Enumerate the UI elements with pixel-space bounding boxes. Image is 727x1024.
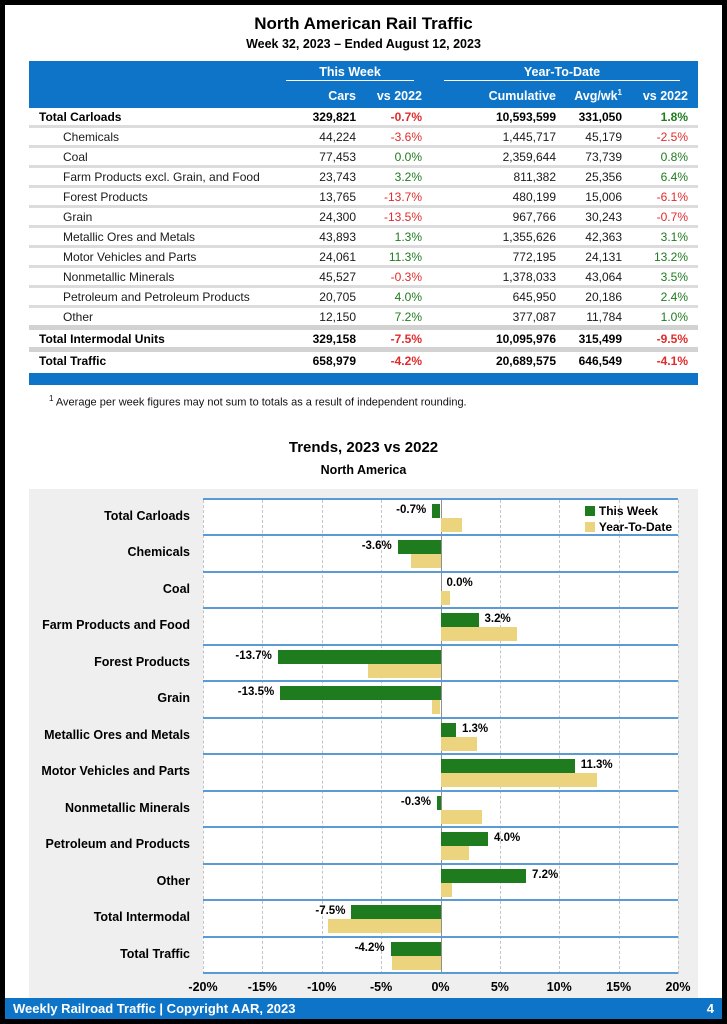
chart-band [203,938,678,975]
ytd-vs2022-value: 13.2% [653,250,688,265]
cars-value: 12,150 [319,310,356,325]
avg-per-week-value: 331,050 [578,110,622,125]
traffic-table [29,61,698,369]
category-label: Chemicals [127,545,190,559]
ytd-vs2022-value: 3.5% [660,270,688,285]
table-row [29,108,698,125]
bar-value-label: 11.3% [580,759,613,772]
col-header-cumulative: Cumulative [488,88,556,103]
year-to-date-bar [441,810,483,824]
week-vs2022-value: 3.2% [394,170,422,185]
avgwk-footnote-marker: 1 [617,88,622,97]
week-vs2022-value: 4.0% [394,290,422,305]
week-vs2022-value: 11.3% [388,250,422,265]
x-axis-tick: -20% [188,980,218,995]
chart-legend [585,504,672,536]
year-to-date-bar [411,554,441,568]
ytd-vs2022-value: 3.1% [660,230,688,245]
ytd-underline [444,80,680,81]
chart-band [203,609,678,646]
footnote: $^1$ Average per week figures may not sum to totals as a result of independent rounding. [49,394,467,409]
ytd-swatch [585,522,595,532]
cumulative-value: 10,593,599 [495,110,556,125]
category-label: Total Intermodal [93,910,190,924]
row-label: Metallic Ores and Metals [63,230,196,245]
legend-item-this-week: This Week [585,504,672,518]
avg-per-week-value: 73,739 [585,150,622,165]
gridline [678,500,679,975]
cars-value: 20,705 [319,290,356,305]
year-to-date-bar [441,773,598,787]
year-to-date-bar [441,518,462,532]
cumulative-value: 1,378,033 [502,270,556,285]
x-axis-tick: 5% [490,980,509,995]
table-row [29,330,698,347]
category-label: Coal [162,581,190,596]
year-to-date-bar [441,591,451,605]
year-to-date-bar [441,737,478,751]
table-row [29,352,698,369]
chart-subtitle: North America [320,462,407,477]
chart-band [203,865,678,902]
week-vs2022-value: -13.5% [383,210,422,225]
this-week-bar [441,759,575,773]
cars-value: 329,158 [312,332,356,347]
group-header-this-week: This Week [278,65,422,86]
row-label: Chemicals [63,130,120,145]
table-row [29,288,698,305]
trends-chart [29,489,698,1005]
cumulative-value: 377,087 [512,310,556,325]
ytd-vs2022-value: 6.4% [660,170,688,185]
chart-category-labels [33,498,203,975]
row-label: Farm Products excl. Grain, and Food [63,170,260,185]
avg-per-week-value: 45,179 [585,130,622,145]
chart-band [203,901,678,938]
x-axis-tick: -5% [370,980,393,995]
page-subtitle: Week 32, 2023 – Ended August 12, 2023 [246,37,481,51]
cars-value: 43,893 [319,230,356,245]
chart-band [203,719,678,756]
table-row [29,208,698,225]
x-axis-tick: 10% [546,980,572,995]
category-label: Other [156,873,190,888]
chart-band [203,792,678,829]
row-label: Petroleum and Petroleum Products [63,290,250,305]
table-row [29,228,698,245]
table-body [29,108,698,369]
avg-per-week-value: 43,064 [585,270,622,285]
year-to-date-bar [441,846,470,860]
table-row [29,248,698,265]
category-label: Total Carloads [104,508,190,523]
cars-value: 24,061 [319,250,356,265]
row-label: Total Carloads [39,110,122,125]
col-header-wk-vs2022: vs 2022 [376,88,422,103]
cumulative-value: 20,689,575 [495,354,556,369]
bar-value-label: 7.2% [532,868,559,881]
x-axis-tick: 0% [431,980,450,995]
table-header [29,61,698,108]
cars-value: 13,765 [319,190,356,205]
col-header-avgwk: Avg/$wk^1$ [574,88,622,104]
cars-value: 24,300 [319,210,356,225]
this-week-bar [441,613,479,627]
ytd-vs2022-value: -6.1% [656,190,688,205]
avg-per-week-value: 646,549 [578,354,622,369]
year-to-date-bar [328,919,441,933]
this-week-bar [391,942,441,956]
cars-value: 329,821 [312,110,356,125]
this-week-bar [437,796,441,810]
table-row [29,308,698,325]
this-week-swatch [585,506,595,516]
chart-title: Trends, 2023 vs 2022 [288,438,439,456]
ytd-vs2022-value: -2.5% [656,130,688,145]
week-vs2022-value: -0.7% [390,110,422,125]
bar-value-label: -13.5% [237,686,275,699]
category-label: Motor Vehicles and Parts [41,764,190,778]
category-label: Petroleum and Products [45,837,190,851]
cumulative-value: 645,950 [512,290,556,305]
bar-value-label: 4.0% [494,832,521,845]
cumulative-value: 967,766 [512,210,556,225]
category-label: Nonmetallic Minerals [64,800,190,815]
year-to-date-bar [368,664,440,678]
avg-per-week-value: 42,363 [585,230,622,245]
cumulative-value: 10,095,976 [495,332,556,347]
table-row [29,148,698,165]
ytd-vs2022-value: 2.4% [660,290,688,305]
legend-item-ytd: Year-To-Date [585,520,672,534]
cumulative-value: 480,199 [512,190,556,205]
table-bottom-rule [29,373,698,385]
cumulative-value: 772,195 [512,250,556,265]
chart-band [203,573,678,610]
avg-per-week-value: 24,131 [585,250,622,265]
ytd-vs2022-value: -9.5% [656,332,688,347]
bar-value-label: 0.0% [446,576,473,589]
bar-value-label: -13.7% [235,649,272,662]
avg-per-week-value: 15,006 [585,190,622,205]
x-axis-tick: 15% [606,980,632,995]
bar-value-label: 1.3% [461,722,489,735]
category-label: Farm Products and Food [42,618,190,632]
footer-text: Weekly Railroad Traffic | Copyright AAR, 2023 [13,1001,296,1016]
year-to-date-bar [441,627,517,641]
this-week-bar [441,832,489,846]
cars-value: 658,979 [312,354,356,369]
footer-bar [5,998,722,1019]
table-row [29,268,698,285]
cumulative-value: 1,355,626 [502,230,556,245]
bar-value-label: -0.7% [396,503,427,516]
week-vs2022-value: 7.2% [394,310,422,325]
cumulative-value: 1,445,717 [502,130,556,145]
cars-value: 77,453 [319,150,356,165]
table-row [29,188,698,205]
year-to-date-bar [392,956,441,970]
this-week-bar [351,905,440,919]
bar-value-label: -7.5% [315,905,346,918]
row-label: Nonmetallic Minerals [63,270,175,285]
row-label: Total Traffic [39,354,107,369]
chart-band [203,536,678,573]
avg-per-week-value: 30,243 [585,210,622,225]
chart-plot-area [203,498,678,975]
row-label: Motor Vehicles and Parts [63,250,197,265]
category-label: Metallic Ores and Metals [44,727,190,742]
this-week-bar [441,723,456,737]
row-label: Coal [63,150,88,165]
this-week-bar [278,650,441,664]
cars-value: 45,527 [319,270,356,285]
cars-value: 23,743 [319,170,356,185]
week-vs2022-value: 1.3% [394,230,422,245]
year-to-date-bar [432,700,440,714]
row-label: Grain [63,210,93,225]
avg-per-week-value: 11,784 [586,310,622,325]
week-vs2022-value: -4.2% [390,354,422,369]
chart-x-axis [188,974,691,1000]
cars-value: 44,224 [319,130,356,145]
avg-per-week-value: 20,186 [585,290,622,305]
chart-band [203,682,678,719]
col-header-ytd-vs2022: vs 2022 [642,88,688,103]
col-header-cars: Cars [328,88,356,103]
category-label: Forest Products [94,654,190,669]
bar-value-label: -0.3% [400,795,431,808]
week-vs2022-value: -0.3% [390,270,422,285]
x-axis-tick: 20% [665,980,691,995]
footer-page-number: 4 [706,1001,714,1016]
chart-band [203,646,678,683]
this-week-underline [286,80,414,81]
row-label: Total Intermodal Units [39,332,165,347]
page-title: North American Rail Traffic [254,14,473,33]
week-vs2022-value: -3.6% [390,130,422,145]
this-week-bar [441,869,527,883]
ytd-vs2022-value: 0.8% [660,150,688,165]
year-to-date-bar [441,883,453,897]
row-label: Other [63,310,94,325]
week-vs2022-value: 0.0% [394,150,422,165]
row-label: Forest Products [63,190,148,205]
bar-value-label: -4.2% [354,941,385,954]
x-axis-tick: -10% [307,980,337,995]
week-vs2022-value: -7.5% [390,332,422,347]
ytd-vs2022-value: -4.1% [656,354,688,369]
week-vs2022-value: -13.7% [383,190,422,205]
bar-value-label: -3.6% [361,540,392,553]
chart-band [203,828,678,865]
avg-per-week-value: 315,499 [578,332,622,347]
table-row [29,128,698,145]
ytd-vs2022-value: 1.8% [660,110,688,125]
bar-value-label: 3.2% [484,613,511,626]
this-week-bar [398,540,441,554]
category-label: Total Traffic [120,946,190,961]
chart-band [203,755,678,792]
this-week-bar [432,504,440,518]
ytd-vs2022-value: 1.0% [660,310,688,325]
avg-per-week-value: 25,356 [585,170,622,185]
x-axis-tick: -15% [247,980,277,995]
category-label: Grain [157,691,190,705]
this-week-bar [280,686,440,700]
ytd-vs2022-value: -0.7% [656,210,688,225]
group-header-ytd: Year-To-Date [436,65,688,86]
cumulative-value: 811,382 [513,170,556,185]
cumulative-value: 2,359,644 [502,150,556,165]
table-row [29,168,698,185]
